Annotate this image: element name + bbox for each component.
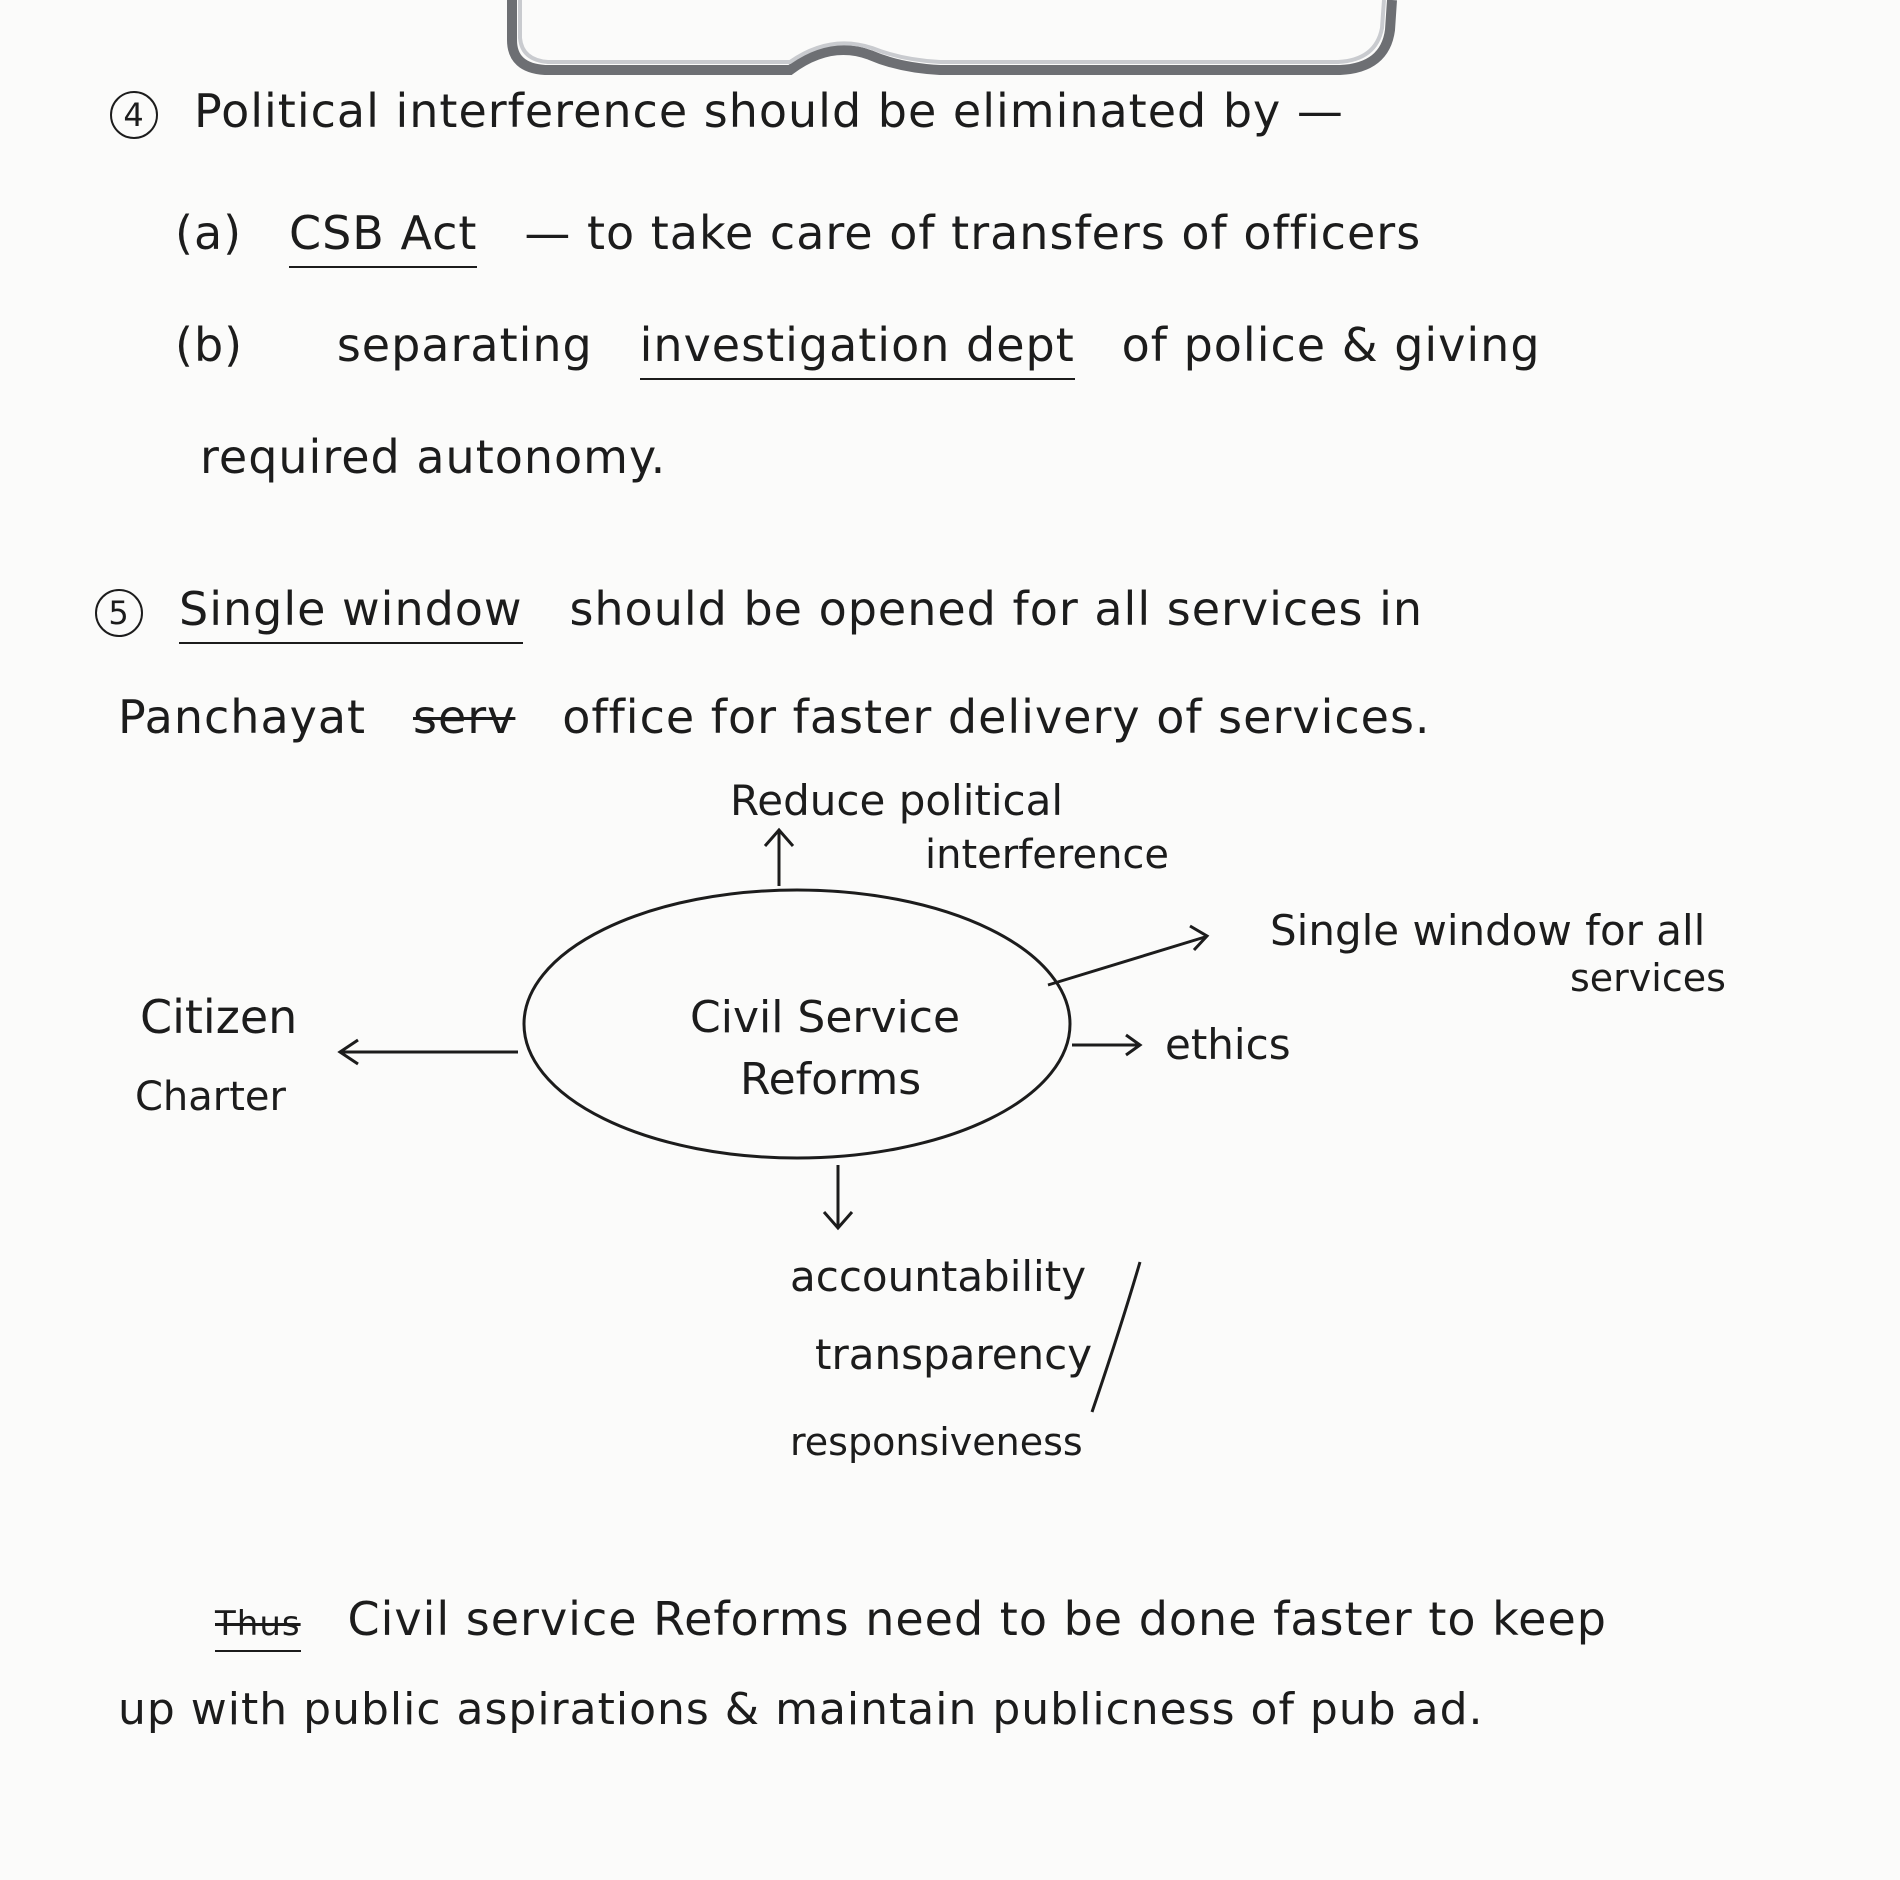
point5-number: 5 [95,589,143,637]
point4b-term: investigation dept [640,318,1075,380]
conclusion-struck: Thus [215,1604,301,1652]
bottom-label-1: accountability [790,1252,1087,1301]
top-label-2: interference [925,832,1170,878]
point5-term: Single window [179,582,523,644]
point4b-continued: required autonomy. [200,430,667,484]
conclusion-line-1 [215,1592,1607,1646]
left-label-2: Charter [135,1074,286,1120]
point4a-text: — to take care of transfers of officers [524,206,1422,260]
arrow-right-top [1048,937,1205,985]
point4b-label: (b) [175,318,244,372]
bottom-bracket [1092,1262,1140,1412]
point4a-label: (a) [175,206,243,260]
bottom-label-2: transparency [815,1330,1093,1379]
point4b-text-1: separating [336,318,593,372]
center-label-2: Reforms [740,1054,922,1105]
right-top-label-2: services [1570,956,1726,1000]
right-top-label-1: Single window for all [1270,906,1706,955]
point5-struck: serv [412,690,516,744]
point5-text-2a: Panchayat [118,690,367,744]
point4-number: 4 [110,91,158,139]
conclusion-text-1: Civil service Reforms need to be done faster to keep [347,1592,1607,1646]
point4a-term: CSB Act [289,206,477,268]
left-label-1: Citizen [140,990,298,1044]
point4b-text-2: of police & giving [1121,318,1541,372]
point5-text-1: should be opened for all services in [569,582,1424,636]
top-label-1: Reduce political [730,776,1064,825]
conclusion-line-2: up with public aspirations & maintain publicness of pub ad. [118,1684,1484,1735]
center-label-1: Civil Service [690,992,961,1043]
point4-text: Political interference should be eliminated by — [194,84,1344,138]
right-label: ethics [1165,1020,1291,1069]
point5-text-2b: office for faster delivery of services. [562,690,1431,744]
bottom-label-3: responsiveness [790,1420,1083,1464]
